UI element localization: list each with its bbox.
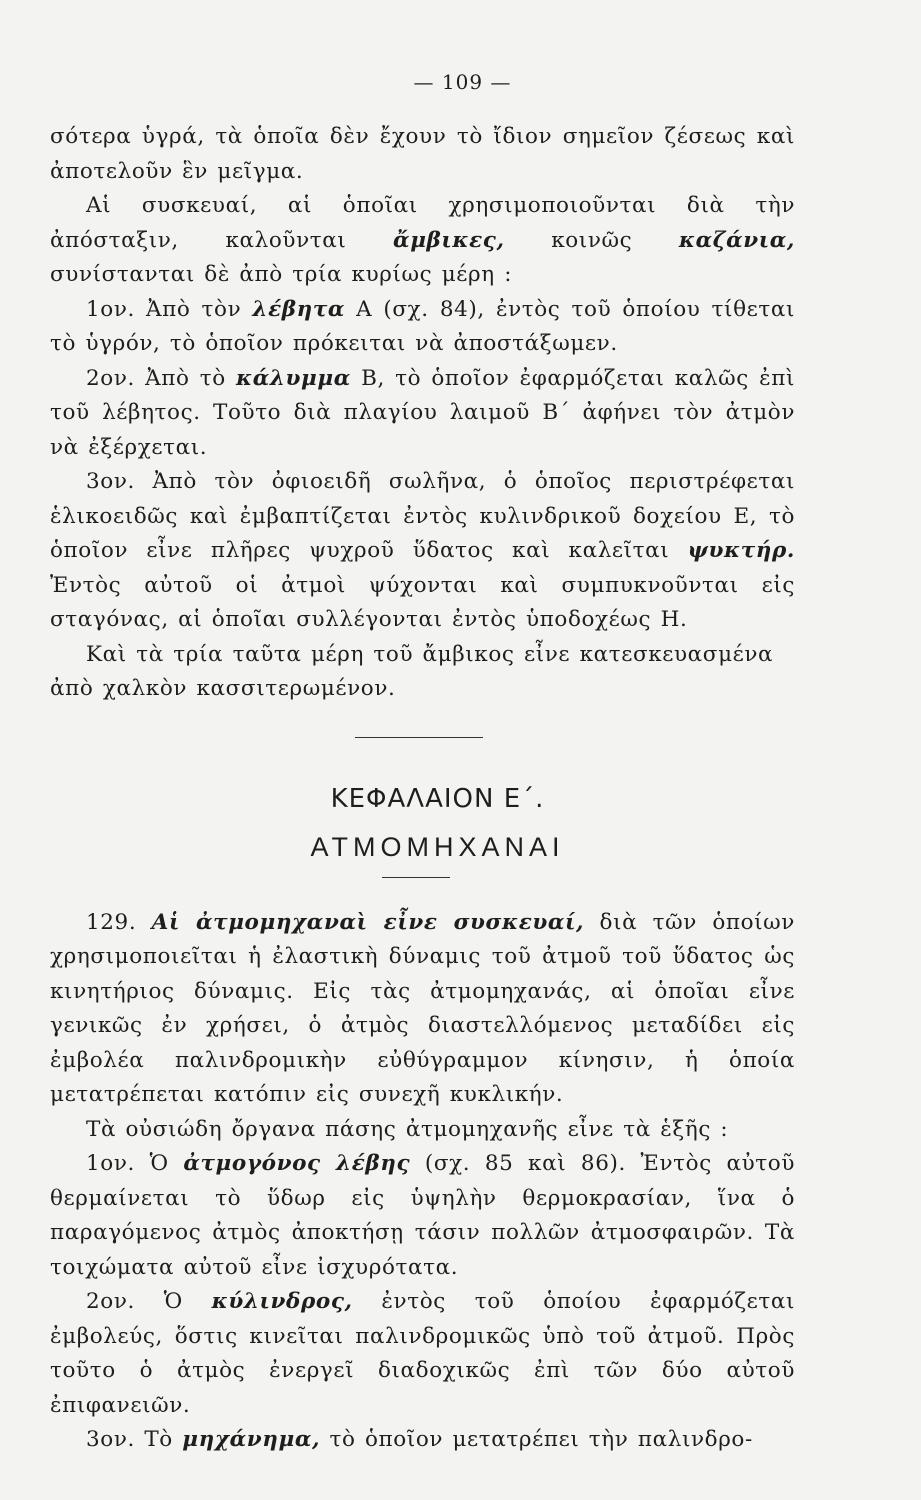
term-atmogonos-lebes: ἀτμογόνος λέβης (183, 1151, 411, 1176)
term-ambikes: ἄμβικες, (393, 227, 505, 253)
text-run: Α (σχ. 84), ἐντὸς τοῦ ὁποίου τίθεται τὸ ὑγρόν, τὸ ὁποῖον πρόκειται νὰ ἀποστάξωμεν. (50, 296, 796, 356)
paragraph-continuation: σότερα ὑγρά, τὰ ὁποῖα δὲν ἔχουν τὸ ἴδιον σημεῖον ζέσεως καὶ ἀποτελοῦν ἓν μεῖγμα. (50, 124, 795, 184)
chapter-subtitle: ΑΤΜΟΜΗΧΑΝΑΙ (310, 831, 565, 862)
text-run: 2ον. Ἀπὸ τὸ (86, 365, 236, 391)
list-item-2 (50, 362, 795, 466)
text-run: 1ον. Ἀπὸ τὸν (86, 296, 253, 322)
term-lebeta: λέβητα (252, 296, 346, 322)
paragraph-material: Καὶ τὰ τρία ταῦτα μέρη τοῦ ἄμβικος εἶνε κατεσκευασμένα ἀπὸ χαλκὸν κασσιτερωμένον. (50, 641, 774, 701)
text-run: ἐντὸς τοῦ ὁποίου ἐφαρμόζεται ἐμβολεύς, ὅστις κινεῖται παλινδρομικῶς ὑπὸ τοῦ ἀτμοῦ. Πρὸς τοῦτο ὁ ἀτμὸς ἐνεργεῖ διαδοχικῶς ἐπὶ τῶν δύο αὐτοῦ ἐπιφανειῶν. (50, 1289, 795, 1418)
term-kalymma: κάλυμμα (236, 365, 351, 391)
book-page (50, 70, 795, 1458)
engine-item-3 (50, 1423, 795, 1458)
page-number: — 109 — (413, 70, 512, 94)
text-run: συνίστανται δὲ ἀπὸ τρία κυρίως μέρη : (50, 262, 513, 287)
text-run: Ἐντὸς αὐτοῦ οἱ ἀτμοὶ ψύχονται καὶ συμπυκνοῦνται εἰς σταγόνας, αἱ ὁποῖαι συλλέγονται ἐντὸς ὑποδοχέως Η. (50, 572, 795, 632)
text-run: 2ον. Ὁ (86, 1289, 212, 1314)
paragraph-apparatus (50, 189, 795, 293)
chapter-title: ΚΕΦΑΛΑΙΟΝ Ε΄. (330, 783, 545, 814)
text-run: διὰ τῶν ὁποίων χρησιμοποιεῖται ἡ ἐλαστικὴ δύναμις τοῦ ἀτμοῦ τοῦ ὕδατος ὡς κινητήριος δύναμις. Εἰς τὰς ἀτμομηχανάς, αἱ ὁποῖαι εἶνε γενικῶς ἐν χρήσει, ὁ ἀτμὸς διαστελλόμενος μεταδίδει εἰς ἐμβολέα παλινδρομικὴν εὐθύγραμμον κίνησιν, ἡ ὁποία μετατρέπεται κατόπιν εἰς συνεχῆ κυκλικήν. (50, 909, 795, 1107)
list-item-1 (50, 293, 795, 362)
text-run: 3ον. Ἀπὸ τὸν ὀφιοειδῆ σωλῆνα, ὁ ὁποῖος περιστρέφεται ἑλικοειδῶς καὶ ἐμβαπτίζεται ἐντὸς κυλινδρικοῦ δοχείου Ε, τὸ ὁποῖον εἶνε πλῆρες ψυχροῦ ὕδατος καὶ καλεῖται (50, 469, 795, 563)
divider-line (382, 877, 450, 878)
term-atmomechanai: Αἱ ἀτμομηχαναὶ εἶνε συσκευαί, (151, 909, 585, 935)
text-run: Αἱ συσκευαί, αἱ ὁποῖαι χρησιμοποιοῦνται διὰ τὴν ἀπόσταξιν, καλοῦνται (50, 193, 795, 253)
term-mechanema: μηχάνημα, (182, 1427, 321, 1452)
term-kylindros: κύλινδρος, (211, 1289, 353, 1314)
text-run: κοινῶς (504, 227, 679, 253)
text-run: (σχ. 85 καὶ 86). Ἐντὸς αὐτοῦ θερμαίνεται τὸ ὕδωρ εἰς ὑψηλὴν θερμοκρασίαν, ἵνα ὁ παραγόμενος ἀτμὸς ἀποκτήσῃ τάσιν πολλῶν ἀτμοσφαιρῶν. Τὰ τοιχώματα αὐτοῦ εἶνε ἰσχυρότατα. (50, 1151, 796, 1280)
section-number: 129. (86, 909, 152, 935)
section-129 (50, 906, 795, 1113)
engine-item-1 (50, 1147, 795, 1285)
term-kazania: καζάνια, (678, 227, 795, 253)
divider-line (355, 737, 483, 738)
paragraph-organs: Τὰ οὐσιώδη ὄργανα πάσης ἀτμομηχανῆς εἶνε τὰ ἑξῆς : (86, 1116, 729, 1142)
term-psykter: ψυκτήρ. (687, 538, 795, 563)
text-run: τὸ ὁποῖον μετατρέπει τὴν παλινδρο- (320, 1427, 753, 1452)
list-item-3 (50, 465, 795, 638)
text-run: 3ον. Τὸ (86, 1427, 183, 1452)
engine-item-2 (50, 1285, 795, 1423)
text-run: 1ον. Ὁ (86, 1151, 184, 1176)
text-run: Β, τὸ ὁποῖον ἐφαρμόζεται καλῶς ἐπὶ τοῦ λέβητος. Τοῦτο διὰ πλαγίου λαιμοῦ Β΄ ἀφήνει τὸν ἀτμὸν νὰ ἐξέρχεται. (50, 365, 796, 460)
